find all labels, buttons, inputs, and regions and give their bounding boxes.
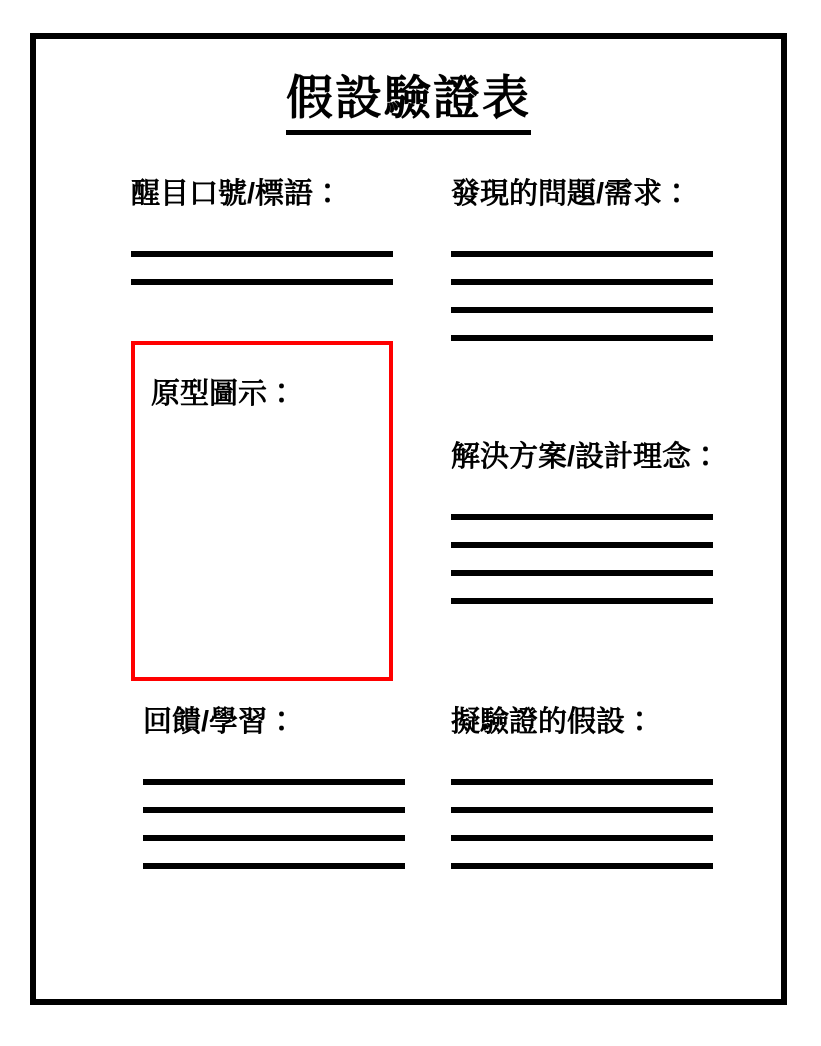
feedback-line-4[interactable] — [143, 863, 405, 869]
hypothesis-line-2[interactable] — [451, 807, 713, 813]
problem-line-4[interactable] — [451, 335, 713, 341]
hypothesis-label: 擬驗證的假設： — [451, 706, 655, 738]
prototype-sketch-box[interactable] — [131, 341, 393, 681]
feedback-line-3[interactable] — [143, 835, 405, 841]
hypothesis-line-3[interactable] — [451, 835, 713, 841]
solution-line-4[interactable] — [451, 598, 713, 604]
solution-line-3[interactable] — [451, 570, 713, 576]
worksheet-sheet — [30, 33, 787, 1005]
page-title-text: 假設驗證表 — [286, 71, 531, 135]
solution-line-2[interactable] — [451, 542, 713, 548]
left-column — [101, 39, 401, 999]
solution-label: 解決方案/設計理念： — [451, 441, 721, 473]
solution-write-lines[interactable] — [451, 514, 713, 626]
hypothesis-line-4[interactable] — [451, 863, 713, 869]
feedback-line-2[interactable] — [143, 807, 405, 813]
right-column — [421, 39, 751, 999]
slogan-line-2[interactable] — [131, 279, 393, 285]
problem-write-lines[interactable] — [451, 251, 713, 363]
feedback-write-lines[interactable] — [143, 779, 405, 891]
solution-line-1[interactable] — [451, 514, 713, 520]
slogan-line-1[interactable] — [131, 251, 393, 257]
feedback-line-1[interactable] — [143, 779, 405, 785]
problem-line-2[interactable] — [451, 279, 713, 285]
slogan-write-lines[interactable] — [131, 251, 393, 307]
slogan-label: 醒目口號/標語： — [131, 178, 343, 210]
problem-label: 發現的問題/需求： — [451, 178, 692, 210]
feedback-label: 回饋/學習： — [143, 706, 297, 738]
hypothesis-line-1[interactable] — [451, 779, 713, 785]
problem-line-3[interactable] — [451, 307, 713, 313]
hypothesis-write-lines[interactable] — [451, 779, 713, 891]
prototype-label: 原型圖示： — [151, 378, 297, 410]
problem-line-1[interactable] — [451, 251, 713, 257]
